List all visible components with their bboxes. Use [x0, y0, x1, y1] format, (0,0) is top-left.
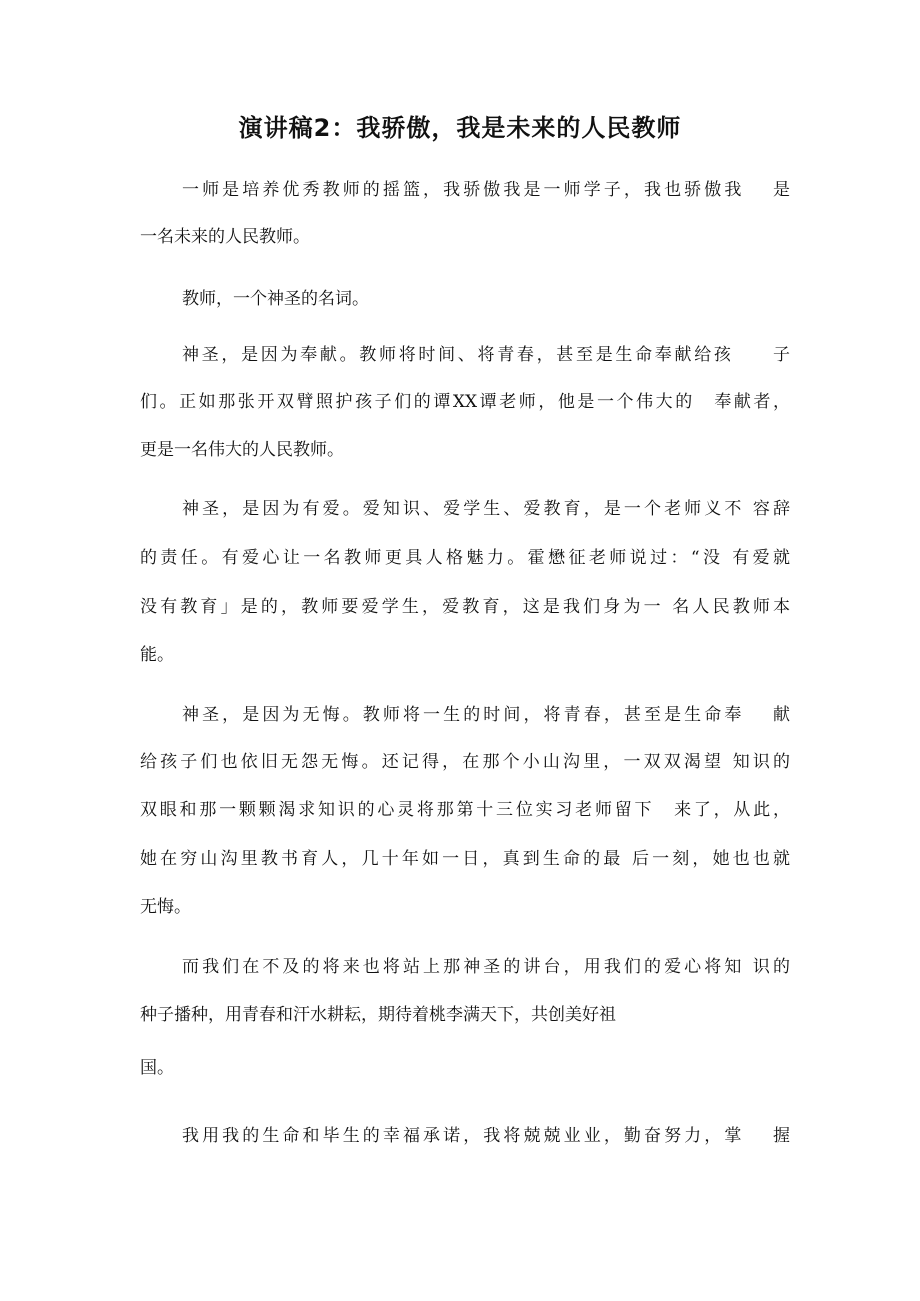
paragraph-3-line-3: 更是一名伟大的人民教师。	[140, 440, 344, 460]
paragraph-4-line-3: 没有教育」是的，教师要爱学生，爱教育，这是我们身为一 名人民教师本	[140, 597, 790, 617]
document-title: 演讲稿2：我骄傲，我是未来的人民教师	[238, 114, 682, 142]
paragraph-1-line-1: 一师是培养优秀教师的摇篮，我骄傲我是一师学子，我也骄傲我 是	[182, 180, 790, 200]
paragraph-2-line-1: 教师，一个神圣的名词。	[182, 289, 369, 309]
paragraph-5-line-3: 双眼和那一颗颗渴求知识的心灵将那第十三位实习老师留下 来了，从此，	[140, 800, 790, 820]
paragraph-6-line-2: 种子播种，用青春和汗水耕耘，期待着桃李满天下，共创美好祖	[140, 1005, 616, 1025]
paragraph-3-line-1: 神圣，是因为奉献。教师将时间、将青春，甚至是生命奉献给孩 子	[182, 345, 790, 365]
paragraph-7-line-1: 我用我的生命和毕生的幸福承诺，我将兢兢业业，勤奋努力，掌 握	[182, 1126, 790, 1146]
paragraph-5-line-1: 神圣，是因为无悔。教师将一生的时间，将青春，甚至是生命奉 献	[182, 705, 790, 725]
paragraph-6-line-1: 而我们在不及的将来也将站上那神圣的讲台，用我们的爱心将知 识的	[182, 957, 790, 977]
paragraph-1-line-2: 一名未来的人民教师。	[140, 227, 310, 247]
paragraph-4-line-1: 神圣，是因为有爱。爱知识、爱学生、爱教育，是一个老师义不 容辞	[182, 499, 790, 519]
paragraph-3-line-2: 们。正如那张开双臂照护孩子们的谭XX谭老师，他是一个伟大的 奉献者，	[140, 392, 790, 412]
paragraph-4-line-4: 能。	[140, 645, 174, 665]
paragraph-5-line-2: 给孩子们也依旧无怨无悔。还记得，在那个小山沟里，一双双渴望 知识的	[140, 752, 790, 772]
paragraph-5-line-5: 无悔。	[140, 897, 191, 917]
paragraph-4-line-2: 的责任。有爱心让一名教师更具人格魅力。霍懋征老师说过：“没 有爱就	[140, 548, 790, 568]
paragraph-5-line-4: 她在穷山沟里教书育人，几十年如一日，真到生命的最 后一刻，她也也就	[140, 849, 790, 869]
paragraph-6-line-3: 国。	[140, 1058, 174, 1078]
